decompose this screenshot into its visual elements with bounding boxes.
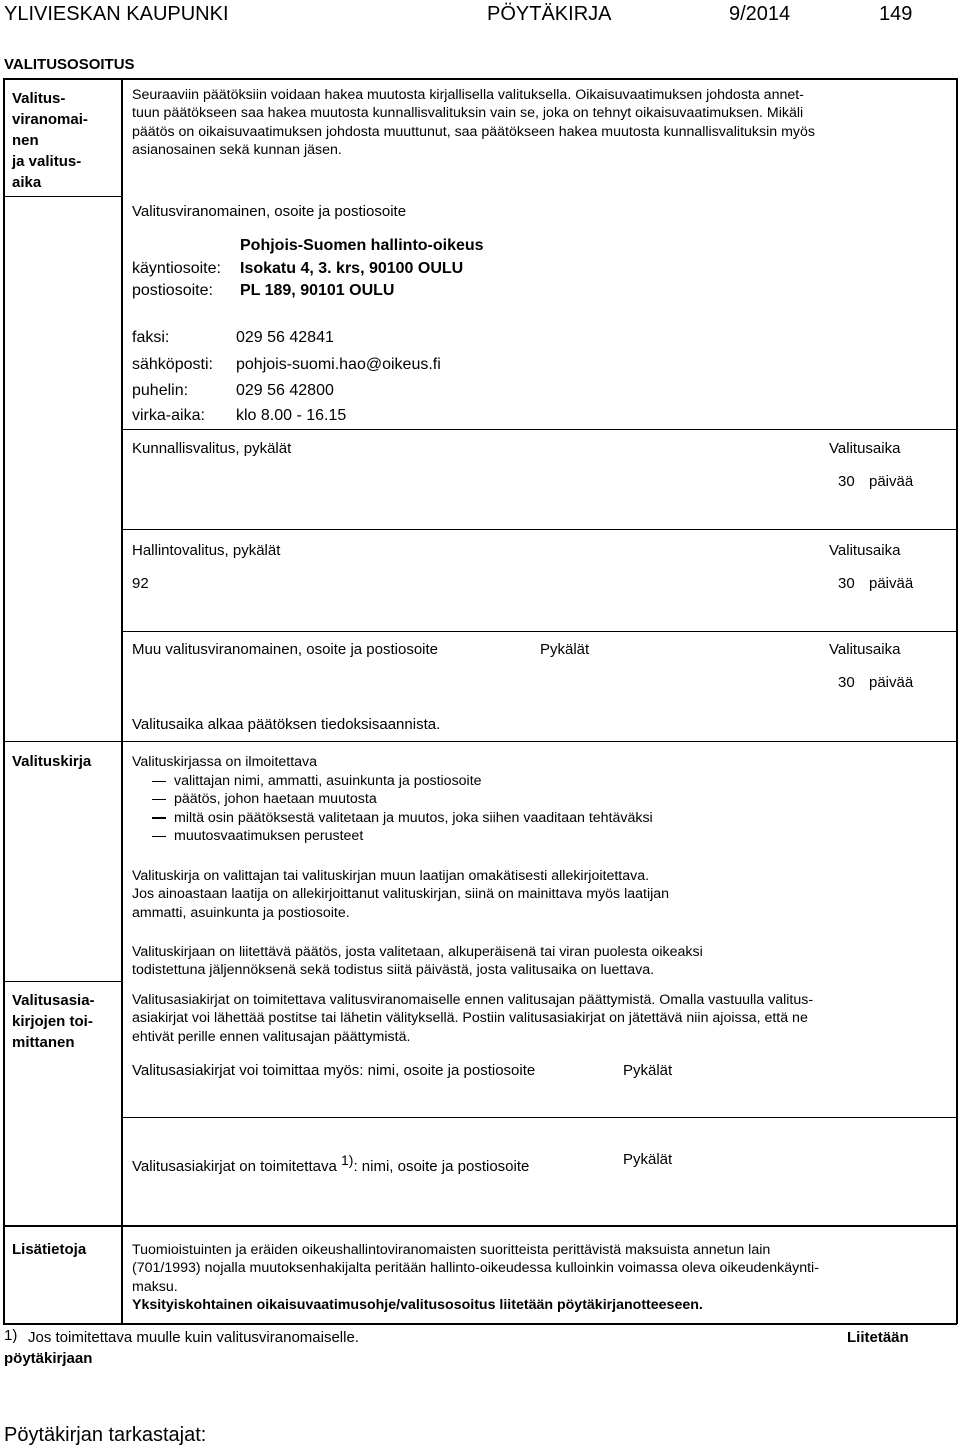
fax-label: faksi: — [132, 329, 170, 346]
post-address: PL 189, 90101 OULU — [240, 282, 395, 299]
administrative-appeal-heading: Hallintovalitus, pykälät — [132, 542, 281, 559]
text-line: ammatti, asuinkunta ja postiosoite. — [132, 904, 350, 921]
hours-label: virka-aika: — [132, 407, 205, 424]
other-authority-time-label: Valitusaika — [829, 641, 901, 658]
deliver-to-label — [132, 1152, 529, 1175]
text-line: asiakirjat voi lähettää postitse tai lähetin välityksellä. Postiin valitusasiakirjat on jätettävä niin ajoissa, että ne — [132, 1010, 808, 1027]
dash-bullet — [152, 817, 166, 819]
label-line: Valitus- — [12, 90, 66, 107]
text-line: todistettuna jäljennöksenä sekä todistus siitä päivästä, josta valitusaika on luettava. — [132, 962, 655, 979]
text-line: Tuomioistuinten ja eräiden oikeushallintoviranomaisten suoritteista perittävistä maksuista annetun lain — [132, 1242, 771, 1258]
label-additional-info: Lisätietoja — [12, 1241, 87, 1258]
phone-value: 029 56 42800 — [236, 382, 334, 399]
label-line: nen — [12, 132, 39, 149]
label-documents-delivery — [12, 990, 95, 1053]
also-deliver-sections: Pykälät — [623, 1062, 673, 1079]
attach-word-continued: pöytäkirjaan — [4, 1350, 93, 1367]
row-divider-2 — [121, 429, 957, 430]
page-number: 149 — [879, 3, 913, 25]
administrative-appeal-days-word: päivää — [869, 575, 914, 592]
attach-word: Liitetään — [847, 1329, 909, 1346]
label-line: aika — [12, 174, 42, 191]
label-appeal-authority — [12, 88, 88, 193]
text-line: asianosainen sekä kunnan jäsen. — [132, 142, 342, 159]
appeal-letter-signature-paragraph — [132, 867, 669, 922]
dash-bullet — [152, 781, 166, 783]
documents-delivery-paragraph — [132, 991, 813, 1046]
dash-bullet — [152, 799, 166, 801]
list-item-text: miltä osin päätöksestä valitetaan ja muutos, joka siihen vaaditaan tehtäväksi — [174, 809, 653, 826]
footnote-text: Jos toimitettava muulle kuin valitusviranomaiselle. — [28, 1329, 359, 1346]
label-appeal-letter: Valituskirja — [12, 753, 92, 770]
municipal-appeal-heading: Kunnallisvalitus, pykälät — [132, 440, 292, 457]
other-authority-sections-label: Pykälät — [540, 641, 590, 658]
deliver-to-text-suffix: : nimi, osoite ja postiosoite — [353, 1158, 530, 1175]
list-item-text: valittajan nimi, ammatti, asuinkunta ja postiosoite — [174, 773, 482, 789]
border-right — [956, 78, 958, 1324]
municipal-appeal-time-label: Valitusaika — [829, 440, 901, 457]
dash-bullet — [152, 836, 166, 838]
other-authority-days-word: päivää — [869, 674, 914, 691]
doc-type: PÖYTÄKIRJA — [487, 3, 612, 25]
label-line: Valitusasia- — [12, 992, 95, 1009]
column-divider — [121, 78, 123, 1324]
row-divider-6 — [3, 981, 123, 982]
text-line: Seuraaviin päätöksiin voidaan hakea muutosta kirjallisella valituksella. Oikaisuvaatimuksen johdosta annet- — [132, 87, 804, 103]
post-address-label: postiosoite: — [132, 282, 213, 299]
text-line: Valituskirja on valittajan tai valituskirjan muun laatijan omakätisesti allekirjoitettava. — [132, 868, 650, 884]
list-item — [152, 772, 653, 790]
visit-address-label: käyntiosoite: — [132, 260, 221, 277]
appeal-letter-intro: Valituskirjassa on ilmoitettava — [132, 754, 318, 770]
text-line: päätös on oikaisuvaatimuksen johdosta muuttunut, saa päätökseen hakea muutosta kunnallisvalituksin myös — [132, 123, 815, 140]
appeal-letter-list — [152, 772, 653, 846]
list-item — [152, 827, 653, 845]
row-divider-5 — [3, 741, 957, 742]
label-line: ja valitus- — [12, 153, 82, 170]
org-name: YLIVIESKAN KAUPUNKI — [4, 3, 229, 25]
also-deliver-label: Valitusasiakirjat voi toimittaa myös: nimi, osoite ja postiosoite — [132, 1062, 536, 1079]
row-divider-4 — [121, 631, 957, 632]
authority-name: Pohjois-Suomen hallinto-oikeus — [240, 237, 484, 254]
text-line: maksu. — [132, 1278, 178, 1295]
administrative-appeal-sections: 92 — [132, 575, 149, 592]
additional-info-paragraph — [132, 1241, 819, 1315]
municipal-appeal-days-word: päivää — [869, 473, 914, 490]
fax-value: 029 56 42841 — [236, 329, 334, 346]
municipal-appeal-days-number: 30 — [838, 473, 855, 490]
border-left — [3, 78, 5, 1324]
hours-value: klo 8.00 - 16.15 — [236, 407, 347, 424]
visit-address: Isokatu 4, 3. krs, 90100 OULU — [240, 260, 464, 277]
list-item — [152, 790, 653, 808]
phone-label: puhelin: — [132, 382, 189, 399]
email-label: sähköposti: — [132, 356, 213, 373]
footnote-mark: 1) — [340, 1152, 354, 1168]
administrative-appeal-days-number: 30 — [838, 575, 855, 592]
authority-heading: Valitusviranomainen, osoite ja postiosoite — [132, 203, 407, 220]
label-line: viranomai- — [12, 111, 88, 128]
deliver-to-sections: Pykälät — [623, 1151, 673, 1168]
text-line: Valituskirjaan on liitettävä päätös, josta valitetaan, alkuperäisenä tai viran puolesta oikeaksi — [132, 944, 703, 960]
other-authority-heading: Muu valitusviranomainen, osoite ja postiosoite — [132, 641, 438, 658]
intro-paragraph — [132, 86, 815, 160]
text-line: ehtivät perille ennen valitusajan päättymistä. — [132, 1028, 411, 1045]
other-authority-days-number: 30 — [838, 674, 855, 691]
section-title: VALITUSOSOITUS — [4, 56, 135, 73]
row-divider-3 — [121, 529, 957, 530]
label-line: mittanen — [12, 1034, 75, 1051]
meeting-number: 9/2014 — [729, 3, 791, 25]
text-line: (701/1993) nojalla muutoksenhakijalta peritään hallinto-oikeudessa kulloinkin voimassa oleva oikeudenkäynti- — [132, 1260, 819, 1277]
label-line: kirjojen toi- — [12, 1013, 93, 1030]
list-item-text: muutosvaatimuksen perusteet — [174, 828, 364, 845]
email-value[interactable]: pohjois-suomi.hao@oikeus.fi — [236, 356, 441, 373]
footnote-mark: 1) — [4, 1327, 18, 1344]
additional-info-bold-line: Yksityiskohtainen oikaisuvaatimusohje/valitusosoitus liitetään pöytäkirjanotteeseen. — [132, 1297, 703, 1314]
deliver-to-text: Valitusasiakirjat on toimitettava — [132, 1158, 341, 1175]
row-divider-8 — [3, 1225, 957, 1227]
row-divider-1 — [3, 196, 123, 197]
row-divider-7 — [121, 1117, 957, 1118]
list-item-text: päätös, johon haetaan muutosta — [174, 791, 377, 808]
text-line: tuun päätökseen saa hakea muutosta kunnallisvalituksin vain se, joka on tehnyt oikaisuvaatimuksen. Mikäli — [132, 105, 804, 122]
inspectors-label: Pöytäkirjan tarkastajat: — [4, 1424, 207, 1446]
text-line: Jos ainoastaan laatija on allekirjoittanut valituskirjan, siinä on mainittava myös laatijan — [132, 886, 670, 903]
border-bottom — [3, 1323, 957, 1325]
border-top — [3, 78, 957, 80]
administrative-appeal-time-label: Valitusaika — [829, 542, 901, 559]
list-item — [152, 809, 653, 827]
text-line: Valitusasiakirjat on toimitettava valitusviranomaiselle ennen valitusajan päättymistä. Omalla vastuulla valitus- — [132, 992, 814, 1008]
appeal-letter-attachment-paragraph — [132, 943, 703, 980]
appeal-start-note: Valitusaika alkaa päätöksen tiedoksisaannista. — [132, 716, 441, 733]
